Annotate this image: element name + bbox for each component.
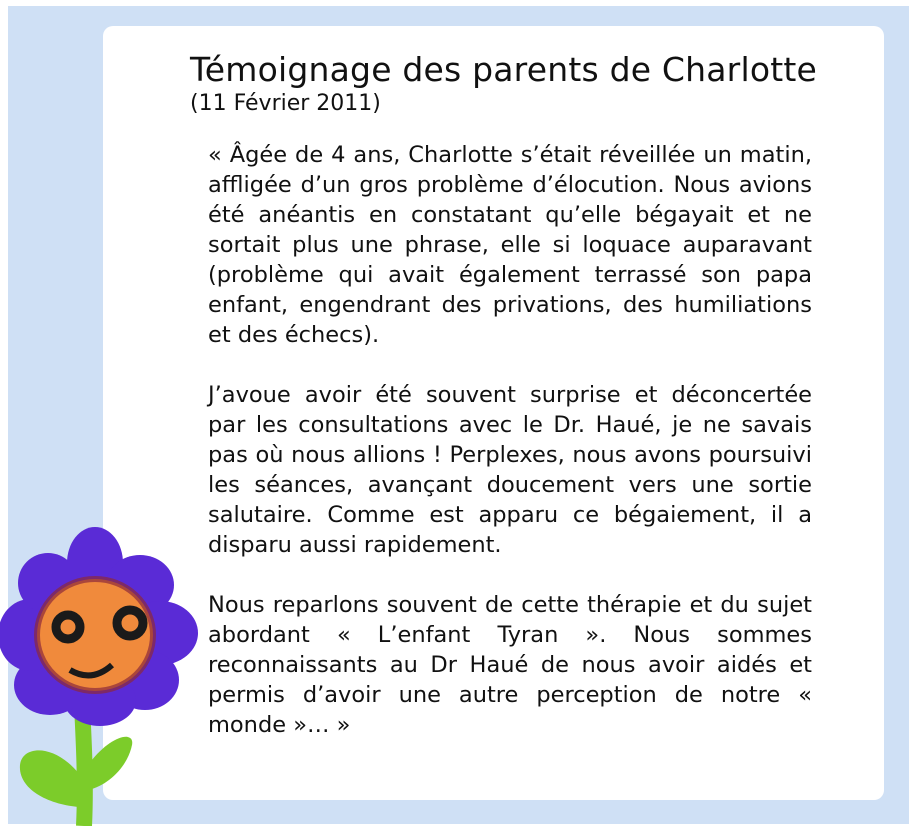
- paragraph-2: J’avoue avoir été souvent surprise et déconcertée par les consultations avec le Dr. Haué, je ne savais pas où nous allions ! Perplexes, nous avons poursuivi les séances, avançant doucement vers une sortie salutaire. Comme est apparu ce bégaiement, il a disparu aussi rapidement.: [208, 382, 812, 558]
- leaf-left: [20, 750, 80, 807]
- testimonial-text: [208, 140, 812, 770]
- flower-icon: [0, 515, 215, 826]
- page-title: Témoignage des parents de Charlotte: [190, 50, 817, 89]
- paragraph-1: « Âgée de 4 ans, Charlotte s’était réveillée un matin, affligée d’un gros problème d’élocution. Nous avions été anéantis en constatant qu’elle bégayait et ne sortait plus une phrase, elle si loquace auparavant (problème qui avait également terrassé son papa enfant, engendrant des privations, des humiliations et des échecs).: [208, 142, 812, 348]
- paragraph-3: Nous reparlons souvent de cette thérapie et du sujet abordant « L’enfant Tyran ». Nous sommes reconnaissants au Dr Haué de nous avoir aidés et permis d’avoir une autre perception de notre « monde »… »: [208, 592, 812, 738]
- page-date: (11 Février 2011): [190, 91, 381, 116]
- leaf-right: [88, 737, 132, 790]
